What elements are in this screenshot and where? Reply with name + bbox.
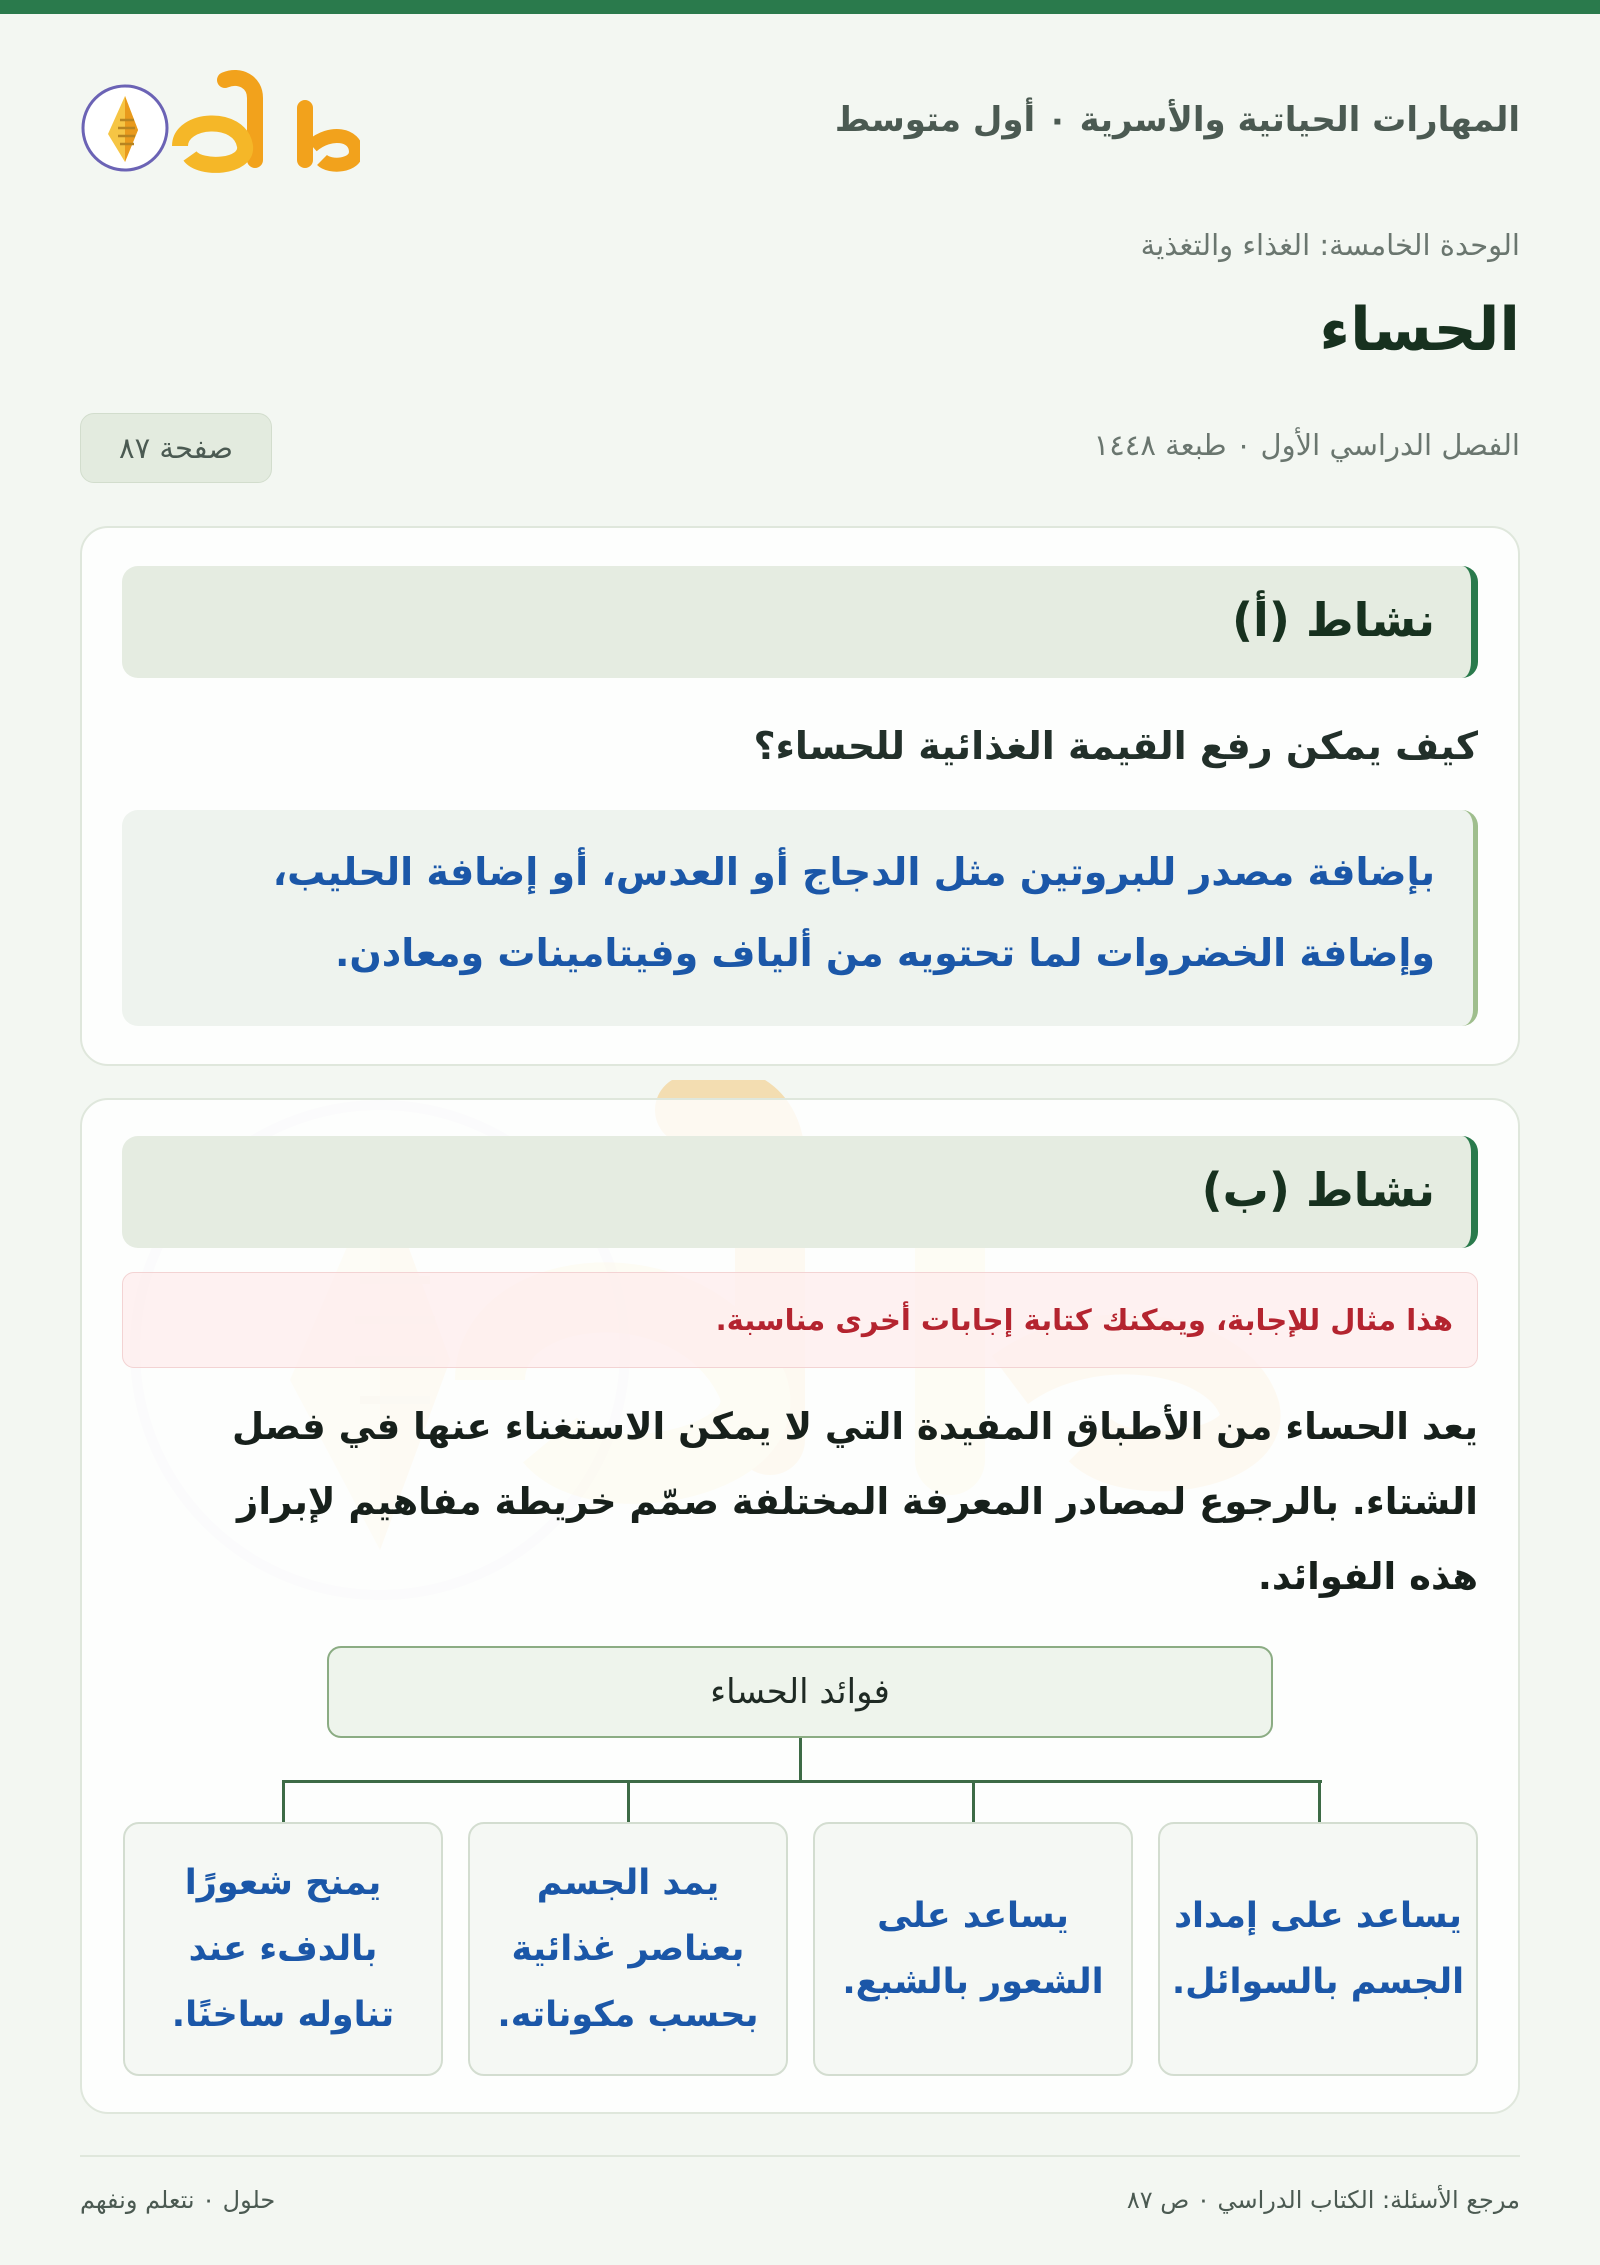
prompt-line: يعد الحساء من الأطباق المفيدة التي لا يمكن الاستغناء عنها في فصل: [231, 1405, 1478, 1448]
semester-label: الفصل الدراسي الأول ٠ طبعة ١٤٤٨: [1093, 428, 1520, 462]
activity-b-heading-bar: [122, 1136, 1478, 1248]
top-accent-bar: [0, 0, 1600, 14]
activity-b-heading: نشاط (ب): [1201, 1163, 1435, 1217]
concept-map-leaf: [468, 1822, 788, 2076]
leaf-text: يساعد على الشعور بالشبع.: [842, 1896, 1104, 2002]
footer-divider: [80, 2155, 1520, 2157]
connector-horizontal: [282, 1780, 1322, 1783]
activity-a-card: [80, 526, 1520, 1066]
concept-map-leaf: [123, 1822, 443, 2076]
page-header: [80, 60, 1520, 190]
activity-a-heading-bar: [122, 566, 1478, 678]
leaf-text: يساعد على إمداد الجسم بالسوائل.: [1171, 1896, 1465, 2002]
concept-map-root: فوائد الحساء: [327, 1646, 1273, 1738]
unit-label: الوحدة الخامسة: الغذاء والتغذية: [1140, 228, 1520, 262]
leaf-text: يمنح شعورًا بالدفء عند تناوله ساخنًا.: [171, 1863, 395, 2035]
activity-a-heading: نشاط (أ): [1232, 593, 1435, 647]
connector-branch: [1318, 1780, 1321, 1822]
page-number-badge: صفحة ٨٧: [80, 413, 272, 483]
footer-brand[interactable]: حلول ٠ نتعلم ونفهم: [80, 2186, 276, 2214]
note-text: هذا مثال للإجابة، ويمكنك كتابة إجابات أخرى مناسبة.: [715, 1303, 1453, 1337]
activity-a-question: كيف يمكن رفع القيمة الغذائية للحساء؟: [753, 724, 1478, 768]
leaf-text: يمد الجسم بعناصر غذائية بحسب مكوناته.: [497, 1863, 759, 2035]
answer-line: بإضافة مصدر للبروتين مثل الدجاج أو العدس، أو إضافة الحليب،: [272, 850, 1435, 894]
activity-a-answer-box: [122, 810, 1478, 1026]
connector-branch: [627, 1780, 630, 1822]
prompt-line: الشتاء. بالرجوع لمصادر المعرفة المختلفة صمّم خريطة مفاهيم لإبراز: [237, 1480, 1478, 1523]
footer-reference: مرجع الأسئلة: الكتاب الدراسي ٠ ص ٨٧: [1126, 2186, 1520, 2214]
hulul-logo[interactable]: [80, 68, 360, 183]
prompt-line: هذه الفوائد.: [1257, 1555, 1478, 1598]
subject-title: المهارات الحياتية والأسرية ٠ أول متوسط: [834, 100, 1520, 140]
concept-map-leaf: [813, 1822, 1133, 2076]
connector-branch: [282, 1780, 285, 1822]
example-answer-note: [122, 1272, 1478, 1368]
connector-trunk: [799, 1738, 802, 1782]
answer-line: وإضافة الخضروات لما تحتويه من ألياف وفيتامينات ومعادن.: [334, 931, 1435, 975]
concept-map-leaf: [1158, 1822, 1478, 2076]
page-title: الحساء: [1319, 295, 1520, 365]
connector-branch: [972, 1780, 975, 1822]
activity-b-card: [80, 1098, 1520, 2114]
